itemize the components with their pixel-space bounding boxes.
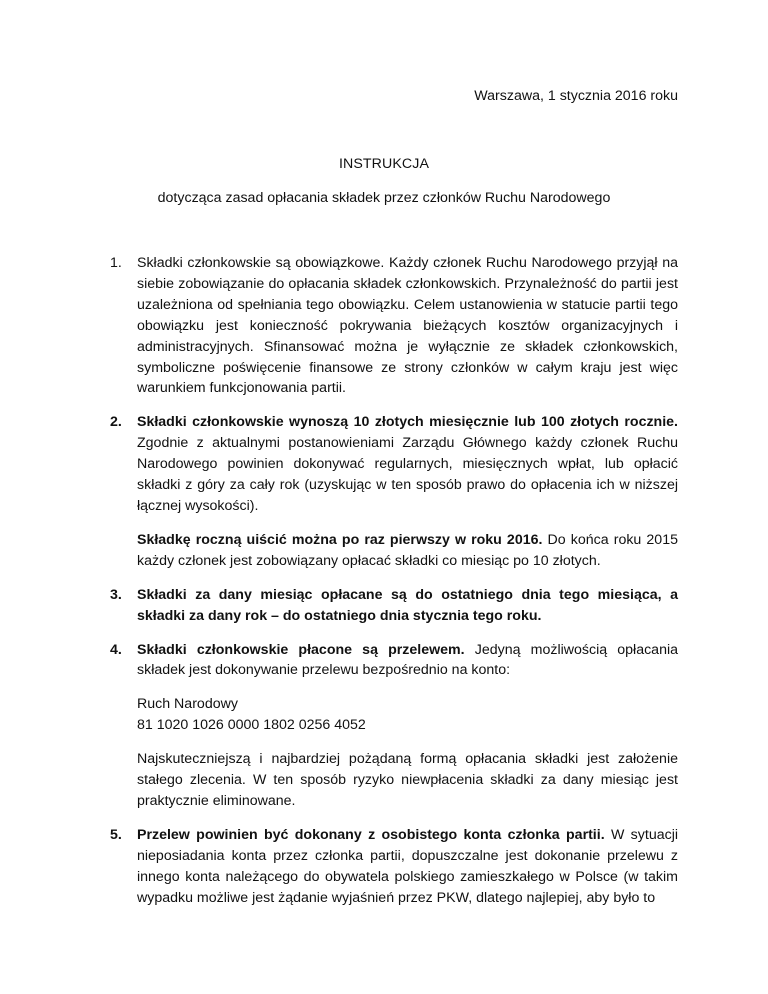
bold-lead: Składkę roczną uiścić można po raz pierwszy w roku 2016. xyxy=(137,531,543,548)
document-subtitle: dotycząca zasad opłacania składek przez członków Ruchu Narodowego xyxy=(157,190,611,206)
list-item-5 xyxy=(110,825,678,909)
list-item-4 xyxy=(110,640,678,812)
item-number: 5. xyxy=(110,826,122,843)
item-paragraph xyxy=(137,530,678,572)
paragraph-text: Jedyną możliwością opłacania składek jest dokonywanie przelewu bezpośrednio na konto: xyxy=(137,641,678,679)
list-item-2 xyxy=(110,412,678,571)
item-number: 2. xyxy=(110,414,122,431)
rules-list xyxy=(110,253,678,921)
item-number: 4. xyxy=(110,641,122,658)
bold-lead: Składki członkowskie wynoszą 10 złotych miesięcznie lub 100 złotych rocznie. xyxy=(137,414,678,431)
list-item-3 xyxy=(110,585,678,627)
bank-account-block xyxy=(137,694,678,736)
item-paragraph xyxy=(137,825,678,909)
date-line: Warszawa, 1 stycznia 2016 roku xyxy=(474,88,678,104)
list-item-1 xyxy=(110,253,678,399)
paragraph-text: Do końca roku 2015 każdy członek jest zobowiązany opłacać składki co miesiąc po 10 złotych. xyxy=(137,531,678,569)
document-title: INSTRUKCJA xyxy=(338,156,430,172)
paragraph-text: W sytuacji nieposiadania konta przez członka partii, dopuszczalne jest dokonanie przelewu z innego konta należącego do obywatela polskiego zamieszkałego w Polsce (w takim wypadku możliwe jest żądanie wyjaśnień przez PKW, dlatego najlepiej, aby było to xyxy=(137,826,678,906)
item-paragraph xyxy=(137,640,678,682)
bold-lead: Składki za dany miesiąc opłacane są do ostatniego dnia tego miesiąca, a składki za dany rok – do ostatniego dnia stycznia tego roku. xyxy=(137,586,678,624)
item-paragraph xyxy=(137,585,678,627)
bold-lead: Składki członkowskie płacone są przelewem. xyxy=(137,641,465,658)
account-name: Ruch Narodowy xyxy=(137,696,238,713)
paragraph-text: Zgodnie z aktualnymi postanowieniami Zarządu Głównego każdy członek Ruchu Narodowego powinien dokonywać regularnych, miesięcznych wpłat, lub opłacić składki z góry za cały rok (uzyskując w ten sposób prawo do opłacenia ich w niższej łącznej wysokości). xyxy=(137,435,678,514)
item-paragraph xyxy=(137,412,678,517)
item-number: 1. xyxy=(110,255,122,271)
item-paragraph: Najskuteczniejszą i najbardziej pożądaną formą opłacania składki jest założenie stałego zlecenia. W ten sposób ryzyko niewpłacenia składki za dany miesiąc jest praktycznie eliminowane. xyxy=(137,751,678,809)
account-number: 81 1020 1026 0000 1802 0256 4052 xyxy=(137,717,366,734)
bold-lead: Przelew powinien być dokonany z osobistego konta członka partii. xyxy=(137,826,605,843)
item-number: 3. xyxy=(110,586,122,603)
item-paragraph: Składki członkowskie są obowiązkowe. Każdy członek Ruchu Narodowego przyjął na siebie zobowiązanie do opłacania składek członkowskich. Przynależność do partii jest uzależniona od spełniania tego obowiązku. Celem ustanowienia w statucie partii tego obowiązku jest konieczność pokrywania bieżących kosztów organizacyjnych i administracyjnych. Sfinansować można je wyłącznie ze składek członkowskich, symboliczne poświęcenie finansowe ze strony członków w całym kraju jest więc warunkiem funkcjonowania partii. xyxy=(137,255,678,397)
